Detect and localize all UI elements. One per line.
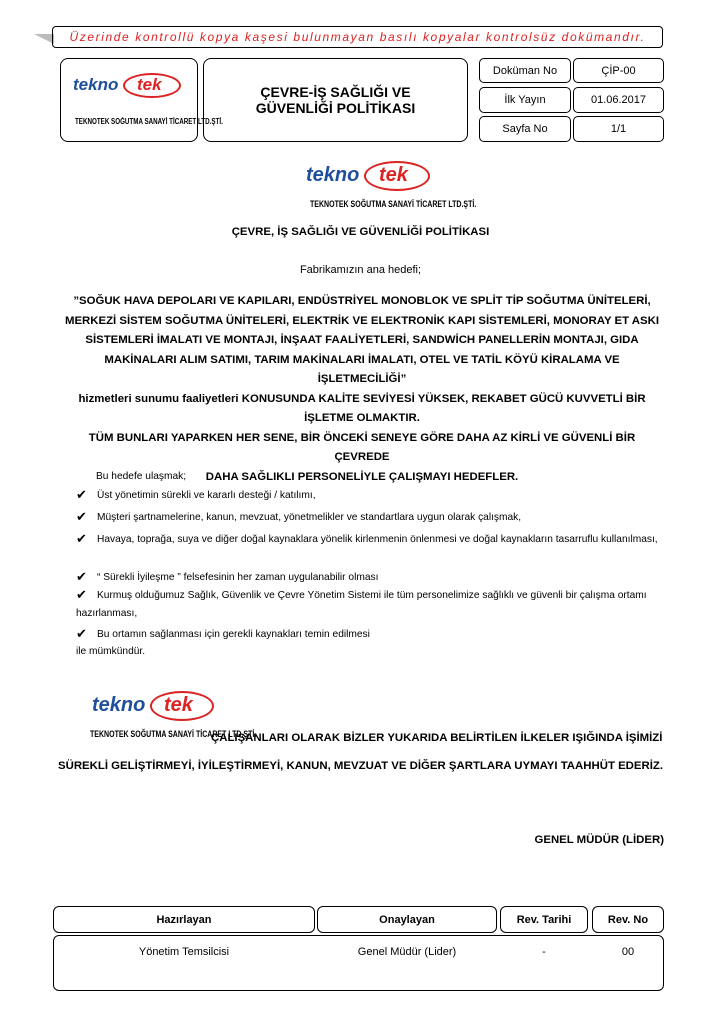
commitment-line-2: SÜREKLİ GELİŞTİRMEYİ, İYİLEŞTİRMEYİ, KANUN, MEVZUAT VE DİĞER ŞARTLARA UYMAYI TAAHHÜT EDERİZ. [58, 760, 663, 772]
first-pub-label-cell: İlk Yayın [479, 87, 571, 113]
goal-line: TÜM BUNLARI YAPARKEN HER SENE, BİR ÖNCEKİ SENEYE GÖRE DAHA AZ KİRLİ VE GÜVENLİ BİR ÇEVREDE [88, 431, 636, 463]
logo-text-tekno: tekno [306, 164, 360, 186]
signature-title: GENEL MÜDÜR (LİDER) [534, 834, 664, 846]
list-item: ✔ “ Sürekli İyileşme ” felsefesinin her zaman uygulanabilir olması [76, 569, 379, 584]
logo-text-tek: tek [137, 75, 162, 94]
list-item: ✔ Kurmuş olduğumuz Sağlık, Güvenlik ve Çevre Yönetim Sistemi ile tüm personelimize sağlıklı ve güvenli bir çalışma ortamı hazırlanması, [76, 587, 647, 619]
rev-no-value: 00 [621, 946, 635, 958]
logo-subtitle: TEKNOTEK SOĞUTMA SANAYİ TİCARET LTD.ŞTİ. [90, 729, 257, 739]
goal-line: İŞLETME OLMAKTIR. [304, 412, 420, 424]
list-item: ✔ Müşteri şartnamelerine, kanun, mevzuat, yönetmelikler ve standartlara uygun olarak çalışmak, [76, 509, 522, 524]
goal-line: MERKEZİ SİSTEM SOĞUTMA ÜNİTELERİ, ELEKTRİK VE ELEKTRONİK KAPI SİSTEMLERİ, MONORAY ET ASKI [64, 314, 660, 327]
document-title-box [203, 58, 468, 142]
checkmark-icon: ✔ [76, 569, 87, 584]
list-item: ✔ Bu ortamın sağlanması için gerekli kaynakları temin edilmesi [76, 626, 370, 641]
list-outro: ile mümkündür. [76, 646, 146, 657]
logo-text-tek: tek [379, 164, 408, 186]
document-title: ÇEVRE-İŞ SAĞLIĞI VE GÜVENLİĞİ POLİTİKASI [255, 84, 416, 116]
banner-corner-tab [34, 34, 54, 44]
company-logo [73, 71, 223, 133]
logo-text-tekno: tekno [73, 75, 119, 94]
page-no-value-cell: 1/1 [573, 116, 664, 142]
rev-date-header: Rev. Tarihi [500, 906, 588, 933]
doc-no-value-cell: ÇİP-00 [573, 58, 664, 83]
logo-text-tek: tek [164, 694, 193, 716]
commitment-line-1: ÇALIŞANLARI OLARAK BİZLER YUKARIDA BELİRTİLEN İLKELER IŞIĞINDA İŞİMİZİ [211, 732, 663, 744]
checkmark-icon: ✔ [76, 626, 87, 641]
list-item: ✔ Üst yönetimin sürekli ve kararlı desteği / katılımı, [76, 487, 316, 502]
checkmark-icon: ✔ [76, 587, 87, 602]
prepared-by-header: Hazırlayan [53, 906, 315, 933]
approved-by-value: Genel Müdür (Lider) [357, 946, 457, 958]
rev-no-header: Rev. No [592, 906, 664, 933]
goal-line: DAHA SAĞLIKLI PERSONELİYLE ÇALIŞMAYI HEDEFLER. [205, 470, 519, 483]
list-item: ✔ Havaya, toprağa, suya ve diğer doğal kaynaklara yönelik kirlenmenin önlenmesi ve doğal kaynakların tasarruflu kullanılması, [76, 531, 658, 546]
list-intro: Bu hedefe ulaşmak; [96, 471, 187, 482]
checkmark-icon: ✔ [76, 531, 87, 546]
header-logo-box [60, 58, 223, 142]
center-logo [306, 157, 477, 217]
doc-no-label-cell: Doküman No [479, 58, 571, 83]
goal-line: hizmetleri sunumu faaliyetleri KONUSUNDA KALİTE SEVİYESİ YÜKSEK, REKABET GÜCÜ KUVVETLİ BİR [78, 392, 646, 405]
main-goal-paragraph [60, 292, 664, 487]
prepared-by-value: Yönetim Temsilcisi [138, 946, 230, 958]
checkmark-icon: ✔ [76, 509, 87, 524]
rev-date-value: - [542, 946, 546, 958]
approved-by-header: Onaylayan [317, 906, 497, 933]
goal-line: SİSTEMLERİ İMALATI VE MONTAJI, İNŞAAT FAALİYETLERİ, SANDWİCH PANELLERİN MONTAJI, GIDA [85, 334, 639, 346]
logo-subtitle: TEKNOTEK SOĞUTMA SANAYİ TİCARET LTD.ŞTİ. [75, 117, 223, 126]
logo-text-tekno: tekno [92, 694, 146, 716]
uncontrolled-copy-banner: Üzerinde kontrollü kopya kaşesi bulunmayan basılı kopyalar kontrolsüz dokümandır. [52, 26, 663, 48]
goal-line: MAKİNALARI ALIM SATIMI, TARIM MAKİNALARI İMALATI, OTEL VE TATİL KÖYÜ KİRALAMA VE İŞLETMECİLİĞİ” [104, 353, 620, 385]
first-pub-value-cell: 01.06.2017 [573, 87, 664, 113]
logo-subtitle: TEKNOTEK SOĞUTMA SANAYİ TİCARET LTD.ŞTİ. [310, 199, 477, 209]
policy-heading: ÇEVRE, İŞ SAĞLIĞI VE GÜVENLİĞİ POLİTİKASI [231, 226, 490, 238]
bottom-logo [88, 688, 257, 748]
policy-intro: Fabrikamızın ana hedefi; [299, 264, 422, 276]
page-no-label-cell: Sayfa No [479, 116, 571, 142]
goal-line: ”SOĞUK HAVA DEPOLARI VE KAPILARI, ENDÜSTRİYEL MONOBLOK VE SPLİT TİP SOĞUTMA ÜNİTELERİ, [73, 295, 651, 307]
checkmark-icon: ✔ [76, 487, 87, 502]
